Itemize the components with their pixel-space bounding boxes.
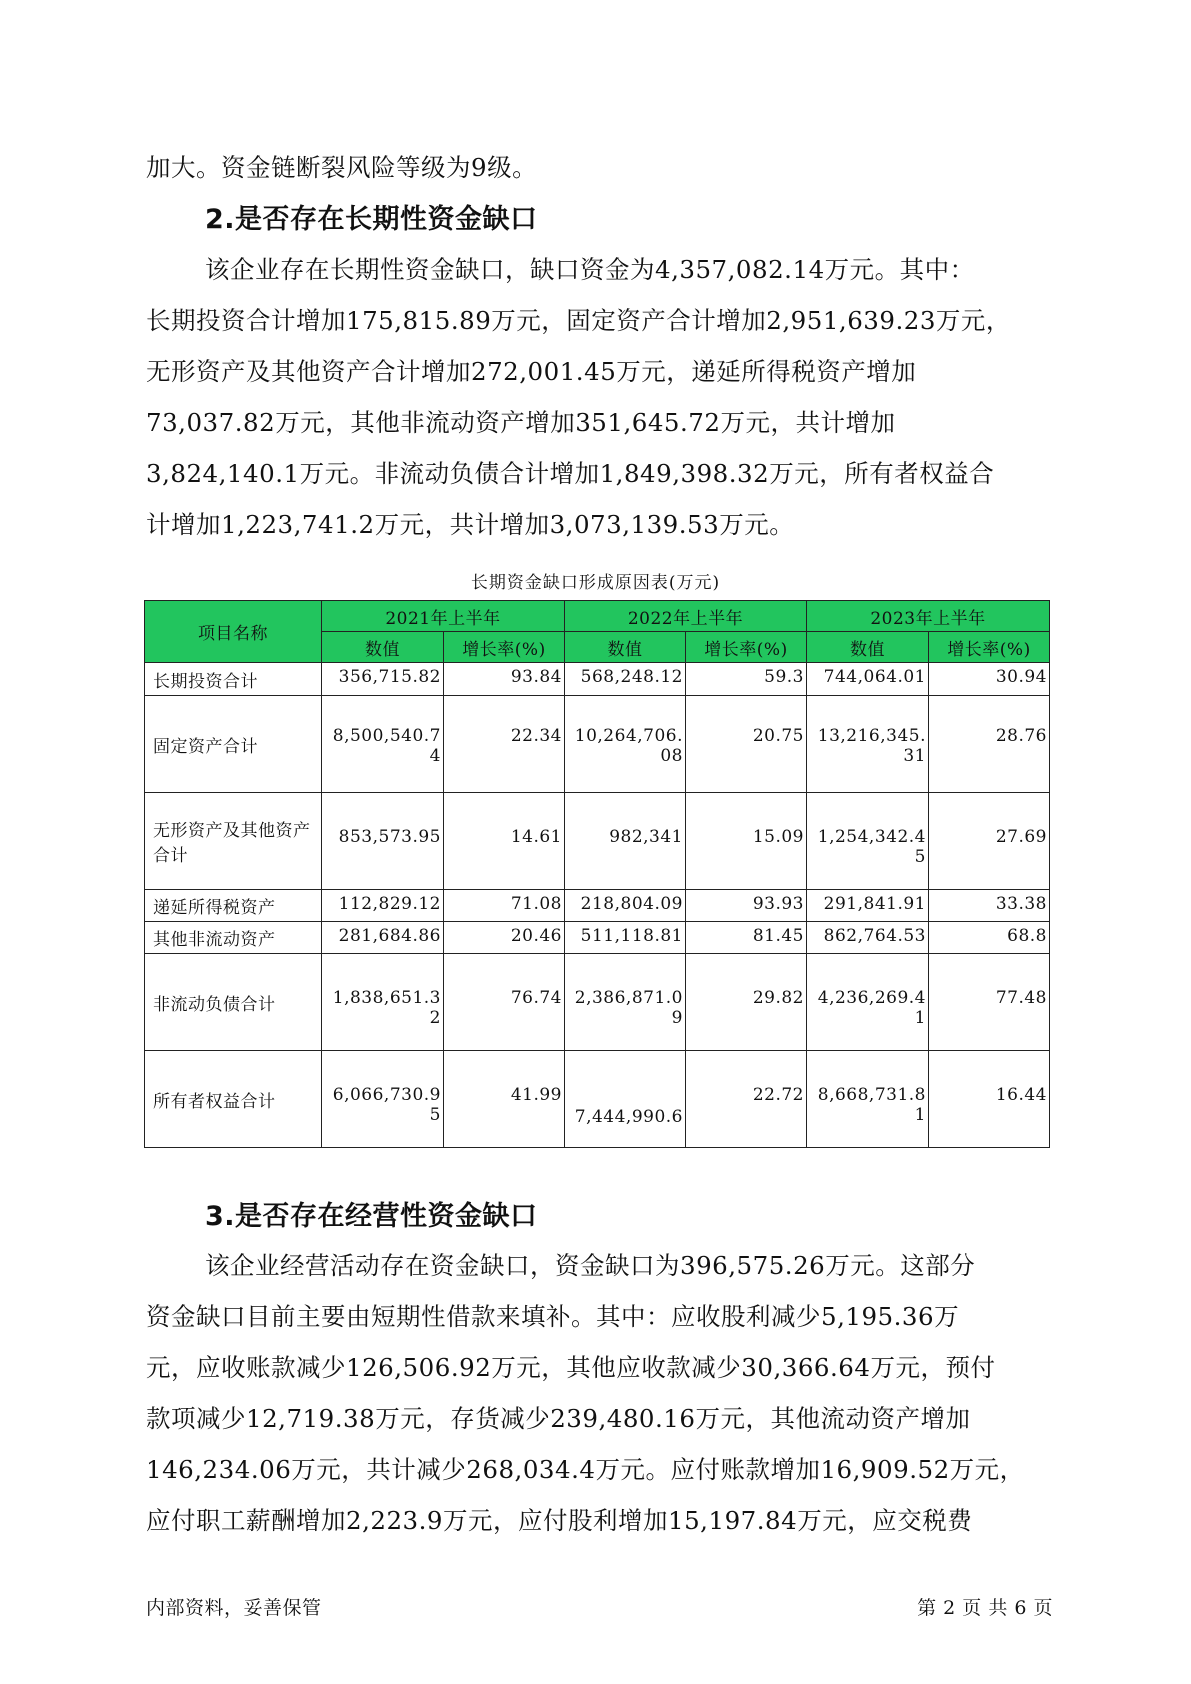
cell-value: 853,573.95 bbox=[322, 793, 444, 890]
cell-growth: 93.93 bbox=[686, 890, 807, 922]
text-line: 加大。资金链断裂风险等级为9级。 bbox=[146, 153, 538, 182]
cell-value: 982,341 bbox=[565, 793, 686, 890]
intro-paragraph bbox=[146, 142, 1051, 193]
cell-value: 8,500,540.74 bbox=[322, 696, 444, 793]
text-line: 146,234.06万元，共计减少268,034.4万元。应付账款增加16,909.52万元， bbox=[146, 1455, 1025, 1484]
cell-growth: 15.09 bbox=[686, 793, 807, 890]
cell-growth: 33.38 bbox=[929, 890, 1050, 922]
text-line: 无形资产及其他资产合计增加272,001.45万元，递延所得税资产增加 bbox=[146, 357, 917, 386]
cell-growth: 22.34 bbox=[444, 696, 565, 793]
footer-page-number: 第 2 页 共 6 页 bbox=[917, 1597, 1053, 1619]
cell-value: 112,829.12 bbox=[322, 890, 444, 922]
header-year-2022: 2022年上半年 bbox=[565, 601, 807, 632]
cell-value: 568,248.12 bbox=[565, 663, 686, 696]
table-row bbox=[145, 954, 1050, 1051]
cell-growth: 29.82 bbox=[686, 954, 807, 1051]
cell-growth: 14.61 bbox=[444, 793, 565, 890]
table-row bbox=[145, 890, 1050, 922]
section-2-paragraph bbox=[146, 244, 1051, 550]
header-item-name: 项目名称 bbox=[145, 601, 322, 663]
cell-growth: 20.75 bbox=[686, 696, 807, 793]
cell-value: 511,118.81 bbox=[565, 922, 686, 954]
text-line: 长期投资合计增加175,815.89万元，固定资产合计增加2,951,639.23万元， bbox=[146, 306, 1011, 335]
table-row bbox=[145, 663, 1050, 696]
long-term-gap-table bbox=[144, 600, 1050, 1148]
section-2-heading: 2.是否存在长期性资金缺口 bbox=[205, 204, 538, 235]
cell-value: 218,804.09 bbox=[565, 890, 686, 922]
cell-value: 2,386,871.09 bbox=[565, 954, 686, 1051]
cell-growth: 28.76 bbox=[929, 696, 1050, 793]
row-name: 所有者权益合计 bbox=[145, 1051, 322, 1148]
section-3-heading: 3.是否存在经营性资金缺口 bbox=[205, 1201, 538, 1232]
text-line: 款项减少12,719.38万元，存货减少239,480.16万元，其他流动资产增加 bbox=[146, 1404, 971, 1433]
header-growth: 增长率(%) bbox=[686, 632, 807, 663]
row-name: 长期投资合计 bbox=[145, 663, 322, 696]
cell-value: 10,264,706.08 bbox=[565, 696, 686, 793]
cell-value: 13,216,345.31 bbox=[807, 696, 929, 793]
text-line: 73,037.82万元，其他非流动资产增加351,645.72万元，共计增加 bbox=[146, 408, 896, 437]
row-name: 无形资产及其他资产合计 bbox=[145, 793, 322, 890]
text-line: 资金缺口目前主要由短期性借款来填补。其中：应收股利减少5,195.36万 bbox=[146, 1302, 960, 1331]
header-year-2021: 2021年上半年 bbox=[322, 601, 565, 632]
cell-growth: 30.94 bbox=[929, 663, 1050, 696]
text-line: 3,824,140.1万元。非流动负债合计增加1,849,398.32万元，所有者权益合 bbox=[146, 459, 995, 488]
row-name: 非流动负债合计 bbox=[145, 954, 322, 1051]
header-growth: 增长率(%) bbox=[444, 632, 565, 663]
text-line: 该企业存在长期性资金缺口，缺口资金为4,357,082.14万元。其中： bbox=[205, 255, 975, 284]
cell-value: 6,066,730.95 bbox=[322, 1051, 444, 1148]
cell-growth: 81.45 bbox=[686, 922, 807, 954]
row-name: 其他非流动资产 bbox=[145, 922, 322, 954]
cell-value: 744,064.01 bbox=[807, 663, 929, 696]
cell-growth: 71.08 bbox=[444, 890, 565, 922]
cell-growth: 20.46 bbox=[444, 922, 565, 954]
cell-value: 1,838,651.32 bbox=[322, 954, 444, 1051]
cell-growth: 93.84 bbox=[444, 663, 565, 696]
text-line: 计增加1,223,741.2万元，共计增加3,073,139.53万元。 bbox=[146, 510, 795, 539]
header-value: 数值 bbox=[322, 632, 444, 663]
cell-growth: 22.72 bbox=[686, 1051, 807, 1148]
cell-value: 862,764.53 bbox=[807, 922, 929, 954]
cell-growth: 76.74 bbox=[444, 954, 565, 1051]
header-year-2023: 2023年上半年 bbox=[807, 601, 1050, 632]
cell-growth: 27.69 bbox=[929, 793, 1050, 890]
cell-growth: 77.48 bbox=[929, 954, 1050, 1051]
section-3-paragraph bbox=[146, 1240, 1051, 1546]
cell-value: 4,236,269.41 bbox=[807, 954, 929, 1051]
table-row bbox=[145, 922, 1050, 954]
text-line: 应付职工薪酬增加2,223.9万元，应付股利增加15,197.84万元，应交税费 bbox=[146, 1506, 973, 1535]
table-row bbox=[145, 696, 1050, 793]
table-row bbox=[145, 793, 1050, 890]
text-line: 元，应收账款减少126,506.92万元，其他应收款减少30,366.64万元，预付 bbox=[146, 1353, 996, 1382]
cell-value: 8,668,731.81 bbox=[807, 1051, 929, 1148]
header-value: 数值 bbox=[807, 632, 929, 663]
cell-value: 356,715.82 bbox=[322, 663, 444, 696]
header-growth: 增长率(%) bbox=[929, 632, 1050, 663]
cell-value: 1,254,342.45 bbox=[807, 793, 929, 890]
cell-value: 291,841.91 bbox=[807, 890, 929, 922]
header-value: 数值 bbox=[565, 632, 686, 663]
cell-growth: 68.8 bbox=[929, 922, 1050, 954]
table-row bbox=[145, 1051, 1050, 1148]
cell-value: 281,684.86 bbox=[322, 922, 444, 954]
cell-growth: 16.44 bbox=[929, 1051, 1050, 1148]
cell-value: 7,444,990.6 bbox=[565, 1051, 686, 1148]
footer-confidential-note: 内部资料，妥善保管 bbox=[146, 1597, 322, 1619]
cell-growth: 41.99 bbox=[444, 1051, 565, 1148]
table-caption: 长期资金缺口形成原因表(万元) bbox=[470, 573, 721, 593]
cell-growth: 59.3 bbox=[686, 663, 807, 696]
text-line: 该企业经营活动存在资金缺口，资金缺口为396,575.26万元。这部分 bbox=[205, 1251, 976, 1280]
row-name: 固定资产合计 bbox=[145, 696, 322, 793]
row-name: 递延所得税资产 bbox=[145, 890, 322, 922]
